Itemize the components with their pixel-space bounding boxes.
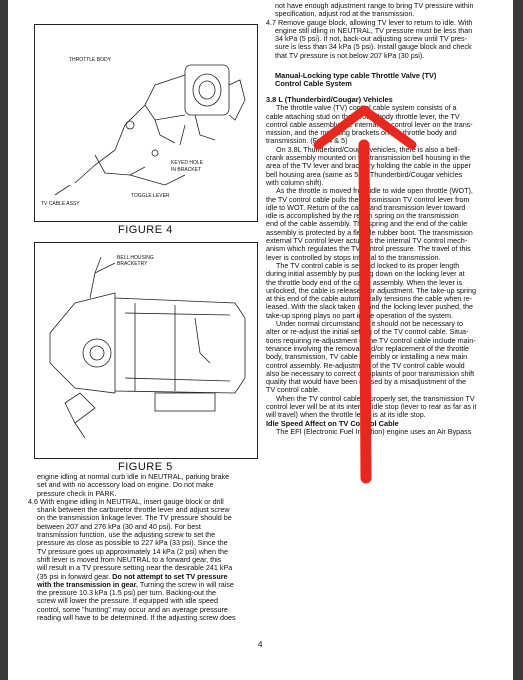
label-tv-cable-assy: TV CABLE ASSY xyxy=(41,201,80,207)
text-line: transmission. (Figs 4 & 5) xyxy=(266,136,348,146)
text-line: during initial assembly by pushing down on the locking lever at xyxy=(266,269,465,279)
text-line: The throttle valve (TV) control cable system consists of a xyxy=(276,103,457,113)
text-line: end of the cable assembly. This spring and the end of the cable xyxy=(266,219,468,229)
transmission-illustration xyxy=(35,243,257,458)
text-line: with column shift). xyxy=(266,177,324,187)
text-line: The TV control cable is set and locked to its proper length xyxy=(276,260,460,270)
text-line: 4.6 With engine idling in NEUTRAL, insert gauge block or drill xyxy=(28,496,224,506)
text-line: cable attaching stud on the throttle body throttle lever, the TV xyxy=(266,111,460,121)
text-line: sure is less than 34 kPa (5 psi). Install gauge block and check xyxy=(275,42,472,52)
text-line: control, some "hunting" may occur and an average pressure xyxy=(37,604,228,614)
text-line: tenance involving the removal and/or replacement of the throttle xyxy=(266,343,469,353)
document-page xyxy=(8,0,513,680)
text-line: take-up spring plays no part in the operation of the system. xyxy=(266,310,453,320)
section-heading: Manual-Locking type cable Throttle Valve (TV) xyxy=(275,71,437,81)
subsection-heading: 3.8 L (Thunderbird/Cougar) Vehicles xyxy=(266,94,393,104)
text-line: will travel) when the throttle lever is at its idle stop. xyxy=(266,410,426,420)
bold-warning: with the transmission in gear. xyxy=(37,579,139,589)
text-line: tions requiring re-adjustment of the TV control cable include main- xyxy=(266,335,476,345)
text-line: screw will lower the pressure. If equipped with idle speed xyxy=(37,596,218,606)
text-line: shift lever is moved from NEUTRAL to a forward gear, this xyxy=(37,554,222,564)
left-column-text xyxy=(28,473,266,622)
text-line: The EFI (Electronic Fuel Injection) engine uses an Air Bypass xyxy=(276,426,472,436)
text-line: leased. With the slack taken up and the locking lever pushed, the xyxy=(266,302,473,312)
text-line: Under normal circumstances, it should not be necessary to xyxy=(276,319,463,329)
text-line: As the throttle is moved from idle to wide open throttle (WOT), xyxy=(276,186,473,196)
text-line: control cable assembly, the internal TV control lever on the trans- xyxy=(266,119,473,129)
text-line: crank assembly mounted on the transmission bell housing in the xyxy=(266,153,471,163)
text-line: the pressure 10.3 kPa (1.5 psi) per turn. Backing-out the xyxy=(37,588,216,598)
text-line: not have enough adjustment range to bring TV pressure within xyxy=(275,1,474,10)
figure-4-caption: FIGURE 4 xyxy=(118,224,173,236)
text-line: area of the TV lever and bracketry holding the cable in the upper xyxy=(266,161,471,171)
text-line: the TV control cable pulls the transmission TV control lever from xyxy=(266,194,470,204)
label-keyed-hole: KEYED HOLE xyxy=(171,160,203,166)
text-line: alter or re-adjust the initial setting of the TV control cable. Situa- xyxy=(266,327,469,337)
text-line: reading will have to be determined. If the adjusting screw does xyxy=(37,613,236,623)
text-span: Turning the screw in will raise xyxy=(139,579,234,589)
text-line: On 3.8L Thunderbird/Cougar vehicles, there is also a bell- xyxy=(276,144,460,154)
figure-4-diagram xyxy=(34,24,258,222)
throttle-body-illustration xyxy=(35,25,257,221)
text-line: unlocked, the cable is released for adjustment. The take-up spring xyxy=(266,285,477,295)
text-line: that TV pressure is not below 207 kPa (30 psi). xyxy=(275,50,425,60)
label-throttle-body: THROTTLE BODY xyxy=(69,57,111,63)
text-line: 34 kPa (5 psi). If not, back-out adjusting screw until TV pres- xyxy=(275,34,468,44)
text-line: mission, and the mounting brackets on the throttle body and xyxy=(266,128,457,138)
text-line: pressure check in PARK. xyxy=(37,488,117,498)
text-line: When the TV control cable is properly set, the transmission TV xyxy=(276,393,475,403)
label-bracketry: BRACKETRY xyxy=(117,261,148,267)
text-line: TV control cable. xyxy=(266,385,320,395)
text-line: shank between the carburetor throttle lever and adjust screw xyxy=(37,505,230,515)
text-line: engine still idling in NEUTRAL, TV pressure must be less than xyxy=(275,25,473,35)
label-toggle-lever: TOGGLE LEVER xyxy=(131,193,170,199)
bold-warning: Do not attempt to set TV pressure xyxy=(112,571,228,581)
figure-5-caption: FIGURE 5 xyxy=(118,461,173,473)
text-line: bell housing area (same as 5.0L Thunderbird/Cougar vehicles xyxy=(266,169,463,179)
text-line: pressure as close as possible to 227 kPa (33 psi). Since the xyxy=(37,538,228,548)
text-line: TV pressure goes up approximately 14 kPa (2 psi) when the xyxy=(37,546,228,556)
text-line: set and with no accessory load on engine. Do not make xyxy=(37,480,214,490)
text-line: quality that would have been caused by a misadjustment of the xyxy=(266,377,467,387)
text-line: assembly is protected by a flexible rubber boot. The transmission xyxy=(266,227,473,237)
text-line: also be necessary to correct complaints of poor transmission shift xyxy=(266,368,475,378)
section-heading: Control Cable System xyxy=(275,79,352,89)
text-line: lever is controlled by stops internal to the transmission. xyxy=(266,252,441,262)
text-span: (35 psi in forward gear. xyxy=(37,571,111,581)
text-line: between 207 and 276 kPa (30 and 40 psi). For best xyxy=(37,521,201,531)
text-line: anism which regulates the TV control pressure. The travel of this xyxy=(266,244,471,254)
text-line: idle to WOT. Return of the cable and transmission lever toward xyxy=(266,202,466,212)
text-line: external TV control lever actuates the internal TV control mech- xyxy=(266,236,468,246)
text-line: control assembly. Re-adjustment of the TV control cable would xyxy=(266,360,465,370)
text-line: idle is accomplished by the return spring on the transmission xyxy=(266,211,459,221)
text-line: at this end of the cable automatically tensions the cable when re- xyxy=(266,294,473,304)
text-line: control lever will be at its internal idle stop (lever to rear as far as it xyxy=(266,401,477,411)
label-in-bracket: IN BRACKET xyxy=(171,167,202,173)
subsection-heading: Idle Speed Affect on TV Control Cable xyxy=(266,418,399,428)
label-bell-housing: BELL HOUSING xyxy=(117,255,154,261)
right-column-text xyxy=(266,2,502,436)
text-line: specification, adjust rod at the transmission. xyxy=(275,9,415,19)
text-line: will result in a TV pressure setting near the desirable 241 kPa xyxy=(37,563,233,573)
text-line: the throttle body end of the cable assembly. When the lever is xyxy=(266,277,463,287)
text-line: transmission function, use the adjusting screw to set the xyxy=(37,530,216,540)
text-line: on the transmission linkage lever. The TV pressure should be xyxy=(37,513,232,523)
text-line: 4.7 Remove gauge block, allowing TV lever to return to idle. With xyxy=(266,17,473,27)
text-line: engine idling at normal curb idle in NEUTRAL, parking brake xyxy=(37,472,230,481)
text-line: body, transmission, TV cable assembly or installing a new main xyxy=(266,352,468,362)
page-number: 4 xyxy=(258,640,263,649)
figure-5-diagram xyxy=(34,242,258,459)
